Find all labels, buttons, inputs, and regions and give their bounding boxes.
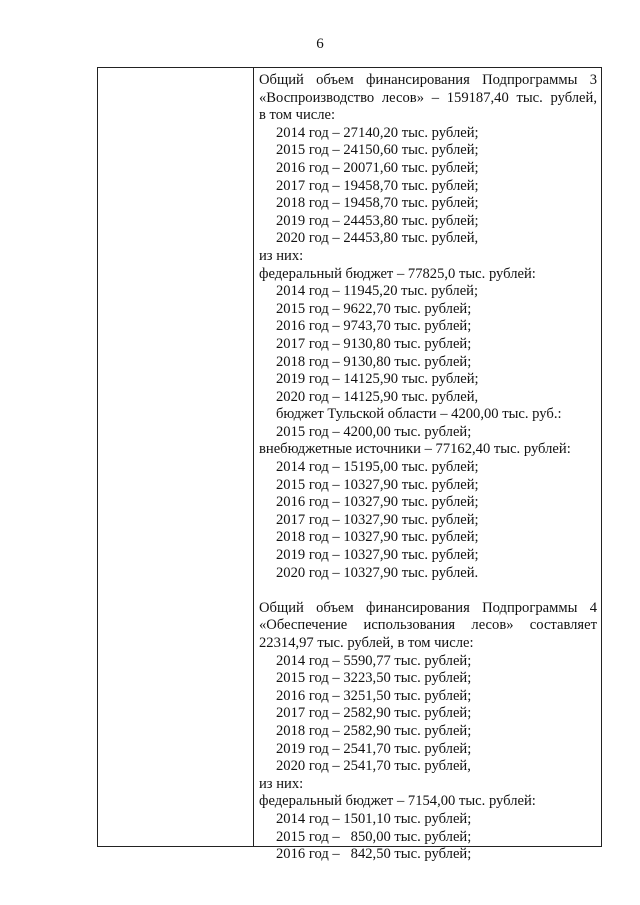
block3-extra-year-line: 2019 год – 10327,90 тыс. рублей; xyxy=(276,547,479,564)
block3-federal-year-line: 2017 год – 9130,80 тыс. рублей; xyxy=(276,335,472,352)
block-spacer xyxy=(259,582,597,600)
block4-of-them: из них: xyxy=(259,775,304,792)
block3-year-line: 2014 год – 27140,20 тыс. рублей; xyxy=(276,124,479,141)
block4-heading-line1: Общий объем финансирования Подпрограммы 4 xyxy=(259,599,597,616)
financing-table xyxy=(97,67,602,863)
block4-year-line: 2015 год – 3223,50 тыс. рублей; xyxy=(276,670,472,687)
block3-heading-line3: в том числе: xyxy=(259,107,336,124)
block3-year-line: 2015 год – 24150,60 тыс. рублей; xyxy=(276,142,479,159)
block3-year-line: 2018 год – 19458,70 тыс. рублей; xyxy=(276,195,479,212)
block3-extra-heading: внебюджетные источники – 77162,40 тыс. рублей: xyxy=(259,441,571,458)
block4-year-line: 2016 год – 3251,50 тыс. рублей; xyxy=(276,687,472,704)
block3-extra-year-line: 2017 год – 10327,90 тыс. рублей; xyxy=(276,511,479,528)
block3-federal-year-line: 2015 год – 9622,70 тыс. рублей; xyxy=(276,300,472,317)
block3-heading-line2: «Воспроизводство лесов» – 159187,40 тыс. рублей, xyxy=(259,89,597,106)
block4-year-line: 2018 год – 2582,90 тыс. рублей; xyxy=(276,722,472,739)
block3-year-line: 2019 год – 24453,80 тыс. рублей; xyxy=(276,212,479,229)
block4-federal-heading: федеральный бюджет – 7154,00 тыс. рублей: xyxy=(259,793,536,810)
block4-federal-year-line: 2014 год – 1501,10 тыс. рублей; xyxy=(276,810,472,827)
block3-extra-year-line: 2018 год – 10327,90 тыс. рублей; xyxy=(276,529,479,546)
block4-heading-line2: «Обеспечение использования лесов» составляет xyxy=(259,617,597,634)
block3-year-line: 2017 год – 19458,70 тыс. рублей; xyxy=(276,177,479,194)
block3-federal-year-line: 2014 год – 11945,20 тыс. рублей; xyxy=(276,283,479,300)
block3-extra-year-line: 2014 год – 15195,00 тыс. рублей; xyxy=(276,459,479,476)
block3-federal-year-line: 2018 год – 9130,80 тыс. рублей; xyxy=(276,353,472,370)
block3-extra-year-line: 2016 год – 10327,90 тыс. рублей; xyxy=(276,494,479,511)
block4-year-line: 2014 год – 5590,77 тыс. рублей; xyxy=(276,652,472,669)
block3-federal-year-line: 2019 год – 14125,90 тыс. рублей; xyxy=(276,371,479,388)
block4-federal-year-line: 2016 год – 842,50 тыс. рублей; xyxy=(276,846,472,863)
page-number: 6 xyxy=(316,36,324,52)
block3-extra-year-line: 2015 год – 10327,90 тыс. рублей; xyxy=(276,476,479,493)
block3-heading-line1: Общий объем финансирования Подпрограммы 3 xyxy=(259,72,597,88)
column-divider xyxy=(253,68,254,846)
block4-heading-line3: 22314,97 тыс. рублей, в том числе: xyxy=(259,635,474,651)
block3-extra-year-line: 2020 год – 10327,90 тыс. рублей. xyxy=(276,564,479,581)
block3-federal-year-line: 2020 год – 14125,90 тыс. рублей, xyxy=(276,388,479,405)
financing-cell xyxy=(259,72,597,864)
block3-tula-heading: бюджет Тульской области – 4200,00 тыс. руб.: xyxy=(276,406,562,423)
block3-of-them: из них: xyxy=(259,247,304,264)
block4-year-line: 2020 год – 2541,70 тыс. рублей, xyxy=(276,758,471,775)
block3-federal-heading: федеральный бюджет – 77825,0 тыс. рублей: xyxy=(259,265,536,282)
block4-year-line: 2019 год – 2541,70 тыс. рублей; xyxy=(276,740,472,757)
block3-year-line: 2016 год – 20071,60 тыс. рублей; xyxy=(276,159,479,176)
block3-federal-year-line: 2016 год – 9743,70 тыс. рублей; xyxy=(276,318,472,335)
block4-year-line: 2017 год – 2582,90 тыс. рублей; xyxy=(276,705,472,722)
block4-federal-year-line: 2015 год – 850,00 тыс. рублей; xyxy=(276,828,472,845)
block3-tula-year-line: 2015 год – 4200,00 тыс. рублей; xyxy=(276,423,472,440)
block3-year-line: 2020 год – 24453,80 тыс. рублей, xyxy=(276,230,479,247)
